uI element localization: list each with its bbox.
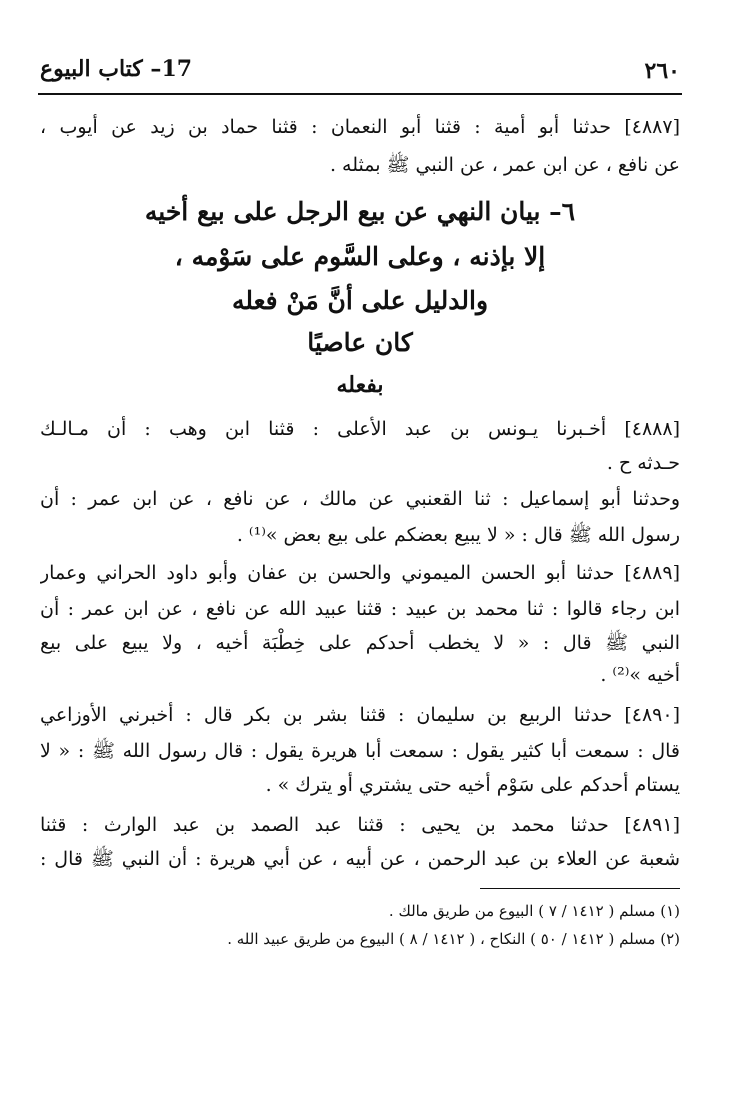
hadith-4888b-line-1: وحدثنا أبو إسماعيل : ثنا القعنبي عن مالك ، عن نافع ، عن ابن عمر : أن <box>40 488 680 510</box>
hadith-4887-line-2: عن نافع ، عن ابن عمر ، عن النبي ﷺ بمثله . <box>329 154 680 176</box>
header-divider <box>38 93 682 95</box>
chapter-heading-line-4: كان عاصيًا <box>307 328 413 357</box>
hadith-4891-line-2: شعبة عن العلاء بن عبد الرحمن ، عن أبيه ، عن أبي هريرة : أن النبي ﷺ قال : <box>40 848 680 870</box>
hadith-4890-line-1: [٤٨٩٠] حدثنا الربيع بن سليمان : قثنا بشر بن بكر قال : أخبرني الأوزاعي <box>40 704 680 726</box>
hadith-4888-line-1: [٤٨٨٨] أخـبرنا يـونس بن عبد الأعلى : قثنا ابن وهب : أن مـالـك <box>40 418 680 440</box>
page-number: ٢٦٠ <box>644 58 680 84</box>
chapter-heading-line-3: والدليل على أنَّ مَنْ فعله <box>231 286 489 315</box>
hadith-4889-line-4: أخيه »⁽²⁾ . <box>600 664 680 686</box>
chapter-heading-line-2: إلا بإذنه ، وعلى السَّوم على سَوْمه ، <box>174 242 546 271</box>
hadith-4888b-line-2: رسول الله ﷺ قال : « لا يبيع بعضكم على بيع بعض »⁽¹⁾ . <box>236 524 680 546</box>
book-title: 17– كتاب البيوع <box>40 56 193 82</box>
chapter-heading-line-1: ٦– بيان النهي عن بيع الرجل على بيع أخيه <box>144 197 576 226</box>
hadith-4889-line-3: النبي ﷺ قال : « لا يخطب أحدكم على خِطْبَة أخيه ، ولا يبيع على بيع <box>40 632 680 654</box>
chapter-heading-line-5: بفعله <box>336 372 384 398</box>
footnote-1: (١) مسلم ( ١٤١٢ / ٧ ) البيوع من طريق مالك . <box>388 902 680 920</box>
footnote-2: (٢) مسلم ( ١٤١٢ / ٥٠ ) النكاح ، ( ١٤١٢ / ٨ ) البيوع من طريق عبيد الله . <box>227 930 680 948</box>
hadith-4889-line-1: [٤٨٨٩] حدثنا أبو الحسن الميموني والحسن بن عفان وأبو داود الحراني وعمار <box>40 562 680 584</box>
hadith-4889-line-2: ابن رجاء قالوا : ثنا محمد بن عبيد : قثنا عبيد الله عن نافع ، عن ابن عمر : أن <box>40 598 680 620</box>
page-header <box>40 54 680 90</box>
hadith-4891-line-1: [٤٨٩١] حدثنا محمد بن يحيى : قثنا عبد الصمد بن عبد الوارث : قثنا <box>40 814 680 836</box>
hadith-4887-line-1: [٤٨٨٧] حدثنا أبو أمية : قثنا أبو النعمان : قثنا حماد بن زيد عن أيوب ، <box>40 116 680 138</box>
footnote-divider <box>480 888 680 889</box>
hadith-4890-line-2: قال : سمعت أبا كثير يقول : سمعت أبا هريرة يقول : قال رسول الله ﷺ : « لا <box>40 740 680 762</box>
hadith-4888-line-2: حـدثه ح . <box>606 452 680 474</box>
hadith-4890-line-3: يستام أحدكم على سَوْم أخيه حتى يشتري أو يترك » . <box>265 774 680 796</box>
